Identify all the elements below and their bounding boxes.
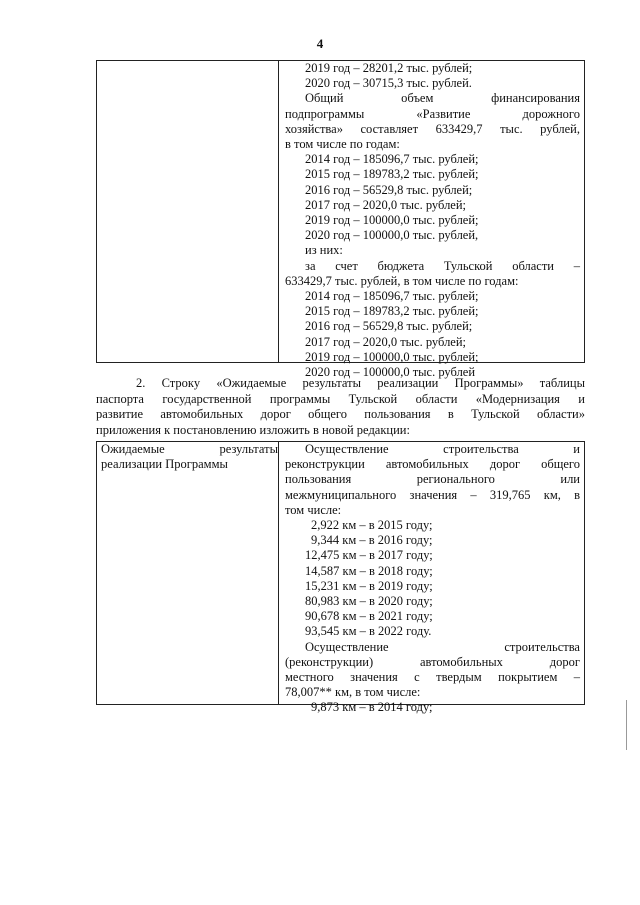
financing-table — [96, 60, 585, 380]
table-text-line: 80,983 км – в 2020 году; — [305, 594, 433, 609]
table-text-line: 9,344 км – в 2016 году; — [311, 533, 433, 548]
table-text-line: 2020 год – 100000,0 тыс. рублей — [305, 365, 476, 380]
table-text-line: реконструкции автомобильных дорог общего — [285, 457, 580, 472]
label-line: Ожидаемые результаты — [101, 442, 278, 456]
expected-results-label-cell — [97, 442, 279, 704]
table-text-line: (реконструкции) автомобильных дорог — [285, 654, 580, 669]
table-text-line: 9,873 км – в 2014 году; — [311, 700, 433, 715]
table-text-line: 2017 год – 2020,0 тыс. рублей; — [305, 197, 467, 212]
table-text-line: 2017 год – 2020,0 тыс. рублей; — [305, 334, 467, 349]
table-text-line: 2014 год – 185096,7 тыс. рублей; — [305, 289, 479, 304]
paragraph-line: приложения к постановлению изложить в новой редакции: — [96, 422, 410, 437]
table-text-line: 2016 год – 56529,8 тыс. рублей; — [305, 319, 473, 334]
paragraph-line: 2. Строку «Ожидаемые результаты реализации Программы» таблицы — [136, 376, 585, 390]
table-text-line: хозяйства» составляет 633429,7 тыс. рублей, — [285, 121, 580, 136]
table-text-line: подпрограммы «Развитие дорожного — [285, 106, 580, 121]
page-number: 4 — [316, 36, 324, 51]
table-text-line: 2015 год – 189783,2 тыс. рублей; — [305, 304, 479, 319]
table-text-line: 12,475 км – в 2017 году; — [305, 548, 433, 563]
expected-results-value-cell — [279, 442, 584, 715]
table-text-line: местного значения с твердым покрытием – — [285, 670, 580, 685]
table-text-line: 2016 год – 56529,8 тыс. рублей; — [305, 182, 473, 197]
expected-results-table — [96, 441, 585, 715]
amendment-paragraph — [96, 376, 585, 438]
table-text-line: 2019 год – 28201,2 тыс. рублей; — [305, 61, 473, 75]
table-text-line: Осуществление строительства и — [305, 442, 580, 456]
paragraph-line: развитие автомобильных дорог общего пользования в Тульской области» — [96, 407, 585, 421]
table-text-line: 2019 год – 100000,0 тыс. рублей; — [305, 349, 479, 364]
scan-margin-line — [626, 700, 627, 750]
financing-table-label-cell — [97, 61, 279, 362]
table-text-line: том числе: — [285, 502, 342, 517]
table-text-line: 2014 год – 185096,7 тыс. рублей; — [305, 152, 479, 167]
financing-table-value-cell — [279, 61, 584, 380]
table-text-line: 2020 год – 30715,3 тыс. рублей. — [305, 76, 472, 91]
table-text-line: 2,922 км – в 2015 году; — [311, 518, 433, 533]
table-text-line: 2015 год – 189783,2 тыс. рублей; — [305, 167, 479, 182]
table-text-line: пользования регионального или — [285, 472, 580, 487]
table-text-line: в том числе по годам: — [285, 137, 400, 152]
table-text-line: 2020 год – 100000,0 тыс. рублей, — [305, 228, 479, 243]
table-text-line: 2019 год – 100000,0 тыс. рублей; — [305, 213, 479, 228]
table-text-line: 14,587 км – в 2018 году; — [305, 563, 433, 578]
table-text-line: 15,231 км – в 2019 году; — [305, 578, 433, 593]
paragraph-line: паспорта государственной программы Тульской области «Модернизация и — [96, 391, 585, 406]
table-text-line: 633429,7 тыс. рублей, в том числе по годам: — [285, 273, 519, 288]
table-text-line: 90,678 км – в 2021 году; — [305, 609, 433, 624]
table-text-line: Общий объем финансирования — [305, 91, 580, 106]
table-text-line: Осуществление строительства — [305, 639, 580, 654]
table-text-line: за счет бюджета Тульской области – — [305, 258, 580, 273]
table-text-line: 93,545 км – в 2022 году. — [305, 624, 432, 639]
table-text-line: 78,007** км, в том числе: — [285, 685, 421, 700]
table-text-line: из них: — [305, 243, 343, 258]
table-text-line: межмуниципального значения – 319,765 км, в — [285, 487, 580, 502]
label-line: реализации Программы — [101, 457, 228, 472]
